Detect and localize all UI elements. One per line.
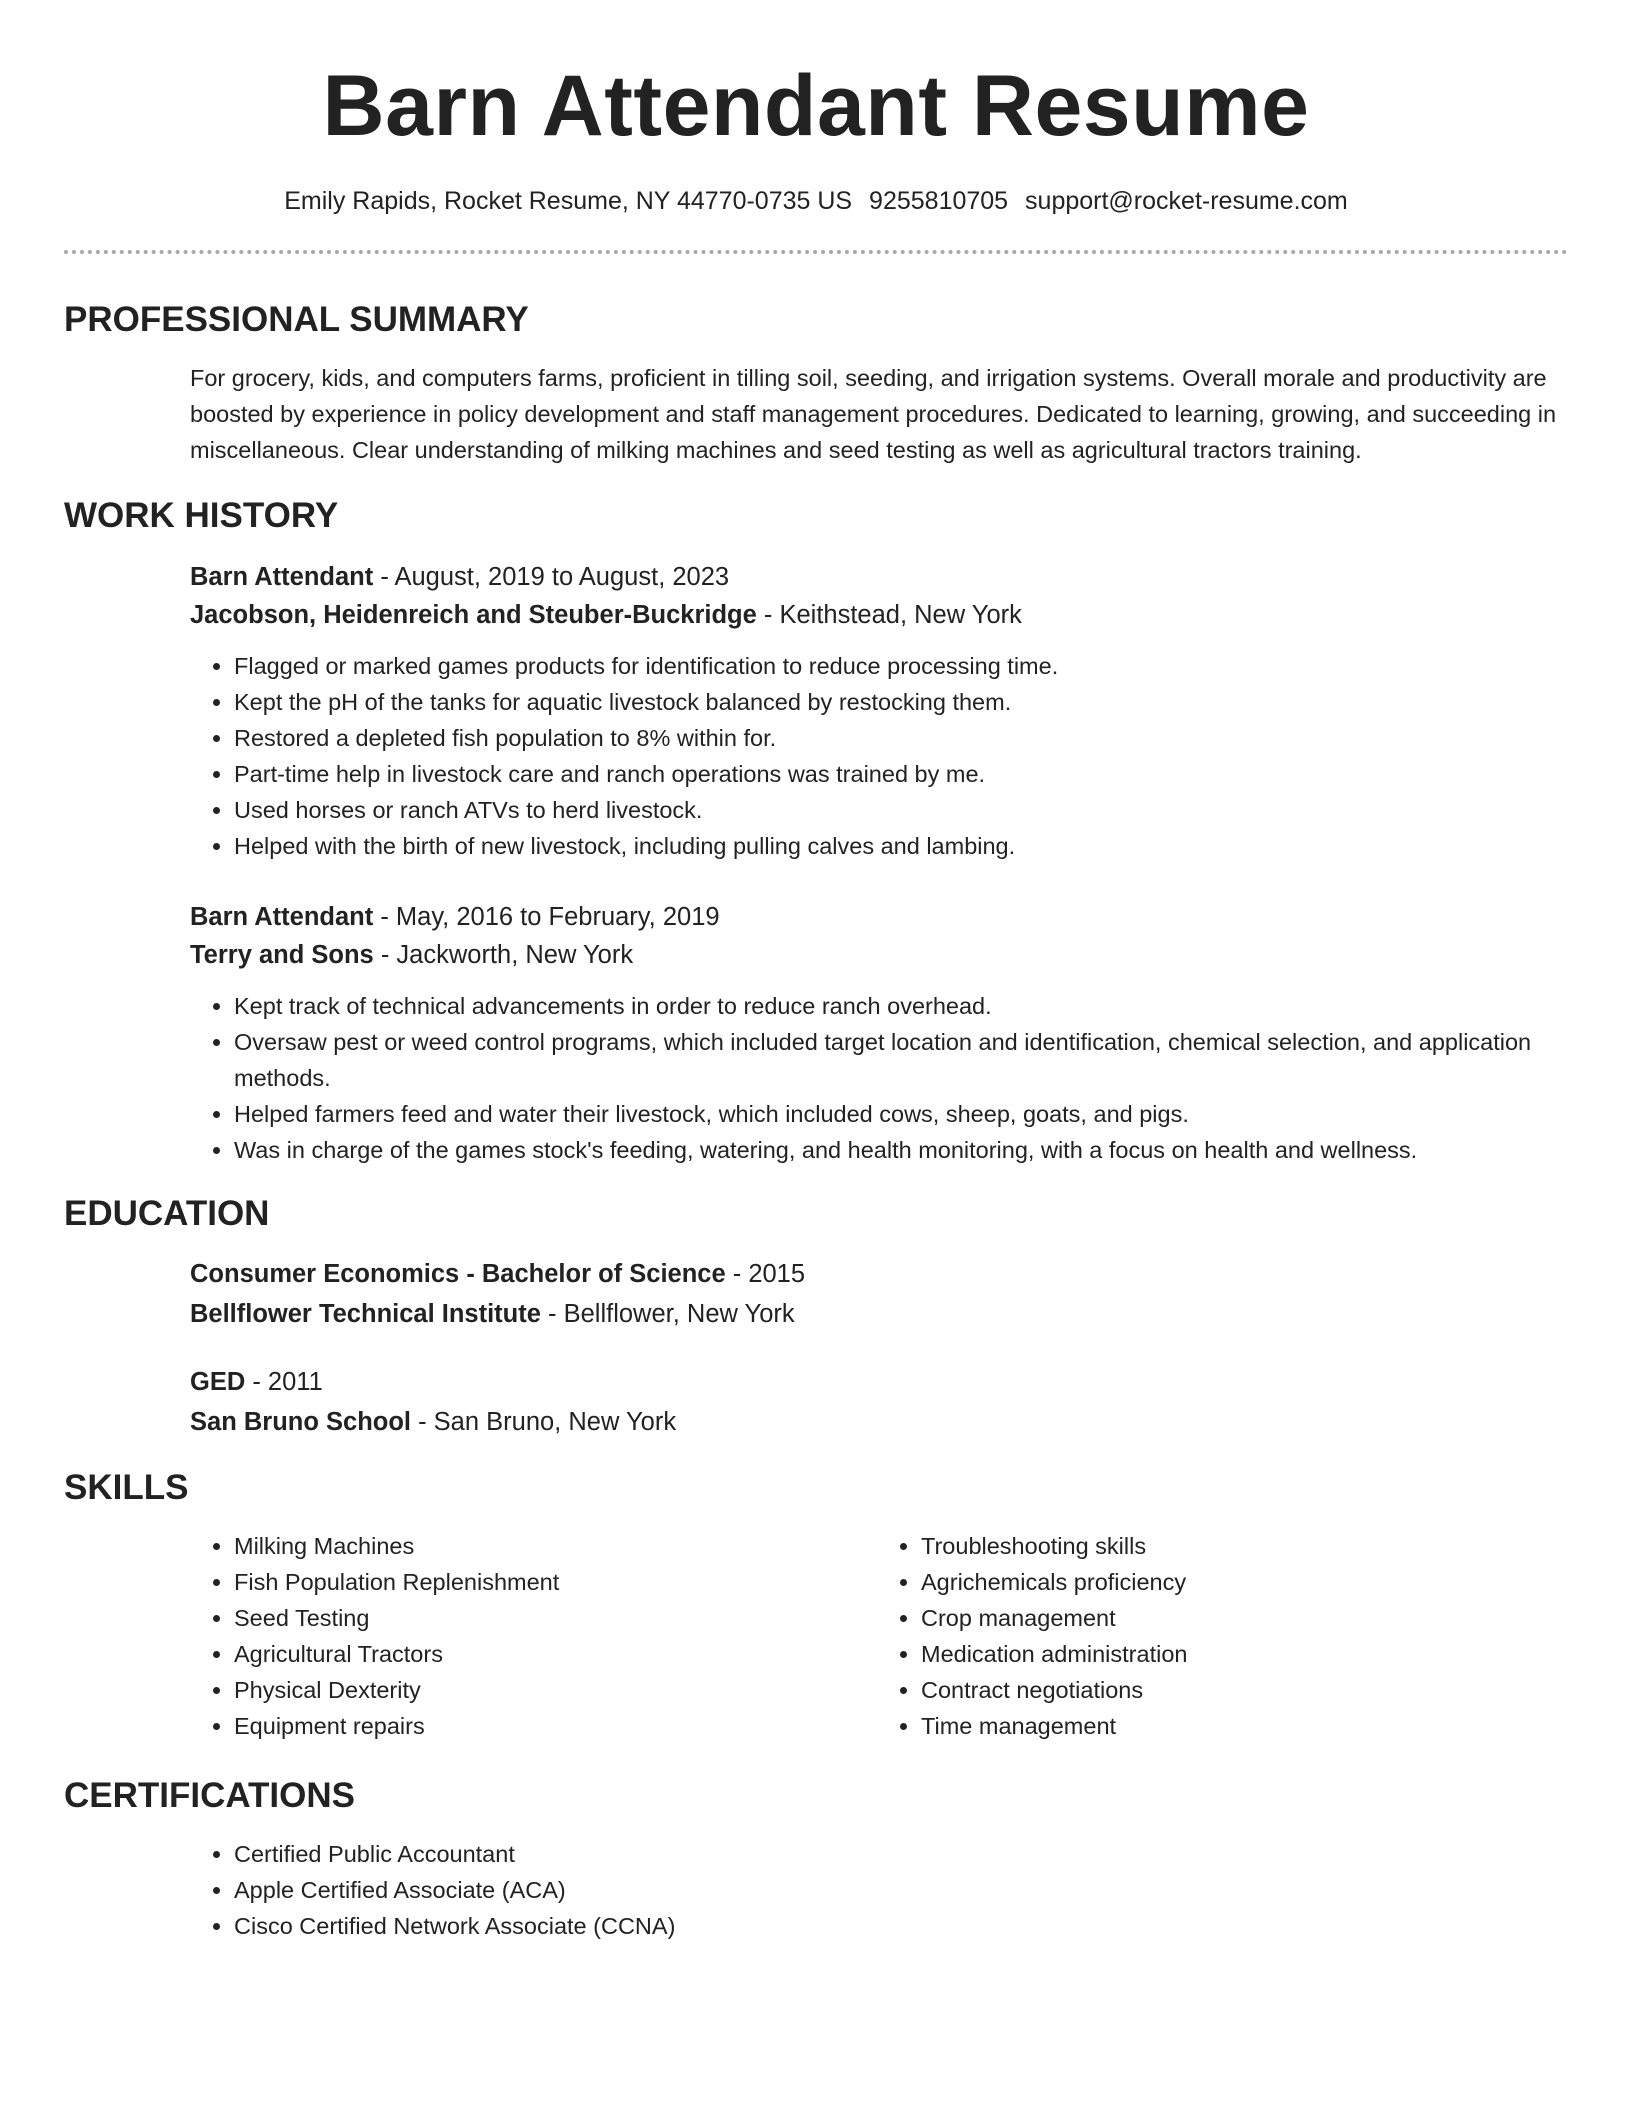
job-bullet: • Oversaw pest or weed control programs, which included target location and identification, chemical selection, and application methods. [234,1024,1564,1096]
contact-phone: 9255810705 [869,187,1009,215]
resume-title: Barn Attendant Resume [322,58,1310,154]
summary-heading: PROFESSIONAL SUMMARY [64,300,529,339]
job-bullets [190,648,1564,864]
header-divider [64,250,1568,254]
certification-item: • Cisco Certified Network Associate (CCNA) [234,1908,1564,1944]
education-entry [190,1254,1564,1334]
degree: Consumer Economics - Bachelor of Science [190,1260,726,1288]
job-bullet: • Was in charge of the games stock's feeding, watering, and health monitoring, with a focus on health and wellness. [234,1132,1564,1168]
skills-section [64,1468,1568,1744]
school: San Bruno School [190,1408,412,1436]
job-company: Jacobson, Heidenreich and Steuber-Buckridge [190,601,757,629]
degree: GED [190,1368,246,1396]
summary-body [190,360,1564,468]
school-location: - San Bruno, New York [411,1408,677,1436]
job-bullet: • Kept the pH of the tanks for aquatic livestock balanced by restocking them. [234,684,1564,720]
skills-heading: SKILLS [64,1468,189,1507]
job-bullet: • Kept track of technical advancements in order to reduce ranch overhead. [234,988,1564,1024]
skill-item: • Fish Population Replenishment [234,1564,877,1600]
work-history-heading: WORK HISTORY [64,496,339,535]
school-location: - Bellflower, New York [540,1300,795,1328]
job-entry [190,558,1564,864]
school-line [190,1294,1564,1334]
skills-list-right [877,1528,1564,1744]
skill-item: • Crop management [921,1600,1564,1636]
contact-line [64,184,1568,218]
skill-item: • Physical Dexterity [234,1672,877,1708]
job-title-line [190,558,1564,596]
school-line [190,1402,1564,1442]
skill-item: • Agricultural Tractors [234,1636,877,1672]
skill-item: • Medication administration [921,1636,1564,1672]
contact-email: support@rocket-resume.com [1025,187,1348,215]
education-heading: EDUCATION [64,1194,270,1233]
degree-line [190,1254,1564,1294]
degree-year: - 2011 [245,1368,323,1396]
skill-item: • Contract negotiations [921,1672,1564,1708]
degree-line [190,1362,1564,1402]
certification-item: • Apple Certified Associate (ACA) [234,1872,1564,1908]
skill-item: • Seed Testing [234,1600,877,1636]
job-bullet: • Used horses or ranch ATVs to herd livestock. [234,792,1564,828]
contact-address: Emily Rapids, Rocket Resume, NY 44770-0735 US [284,187,853,215]
job-title-line [190,898,1564,936]
skill-item: • Troubleshooting skills [921,1528,1564,1564]
certification-item: • Certified Public Accountant [234,1836,1564,1872]
work-history-section [64,496,1568,1168]
job-bullet: • Flagged or marked games products for identification to reduce processing time. [234,648,1564,684]
job-bullet: • Helped farmers feed and water their livestock, which included cows, sheep, goats, and pigs. [234,1096,1564,1132]
job-dates: - August, 2019 to August, 2023 [373,563,730,591]
certifications-section [64,1776,1568,1944]
skill-item: • Milking Machines [234,1528,877,1564]
certifications-list [190,1836,1564,1944]
job-dates: - May, 2016 to February, 2019 [373,903,720,931]
job-company-line [190,936,1564,974]
job-bullet: • Restored a depleted fish population to 8% within for. [234,720,1564,756]
skill-item: • Agrichemicals proficiency [921,1564,1564,1600]
job-company: Terry and Sons [190,941,374,969]
job-company-line [190,596,1564,634]
degree-year: - 2015 [725,1260,806,1288]
school: Bellflower Technical Institute [190,1300,541,1328]
summary-section [64,300,1568,468]
job-location: - Keithstead, New York [756,601,1022,629]
certifications-body [190,1836,1564,1944]
summary-text: For grocery, kids, and computers farms, proficient in tilling soil, seeding, and irrigation systems. Overall morale and productivity are boosted by experience in policy development and staff management procedures. Dedicated to learning, growing, and succeeding in miscellaneous. Clear understanding of milking machines and seed testing as well as agricultural tractors training. [190,365,1557,463]
job-bullet: • Helped with the birth of new livestock, including pulling calves and lambing. [234,828,1564,864]
skills-grid [190,1528,1564,1744]
skill-item: • Time management [921,1708,1564,1744]
job-bullet: • Part-time help in livestock care and ranch operations was trained by me. [234,756,1564,792]
job-title: Barn Attendant [190,903,374,931]
education-entry [190,1362,1564,1442]
certifications-heading: CERTIFICATIONS [64,1776,356,1815]
education-section [64,1194,1568,1442]
skills-list-left [190,1528,877,1744]
skill-item: • Equipment repairs [234,1708,877,1744]
job-title: Barn Attendant [190,563,374,591]
job-entry [190,898,1564,1168]
job-bullets [190,988,1564,1168]
job-location: - Jackworth, New York [373,941,634,969]
